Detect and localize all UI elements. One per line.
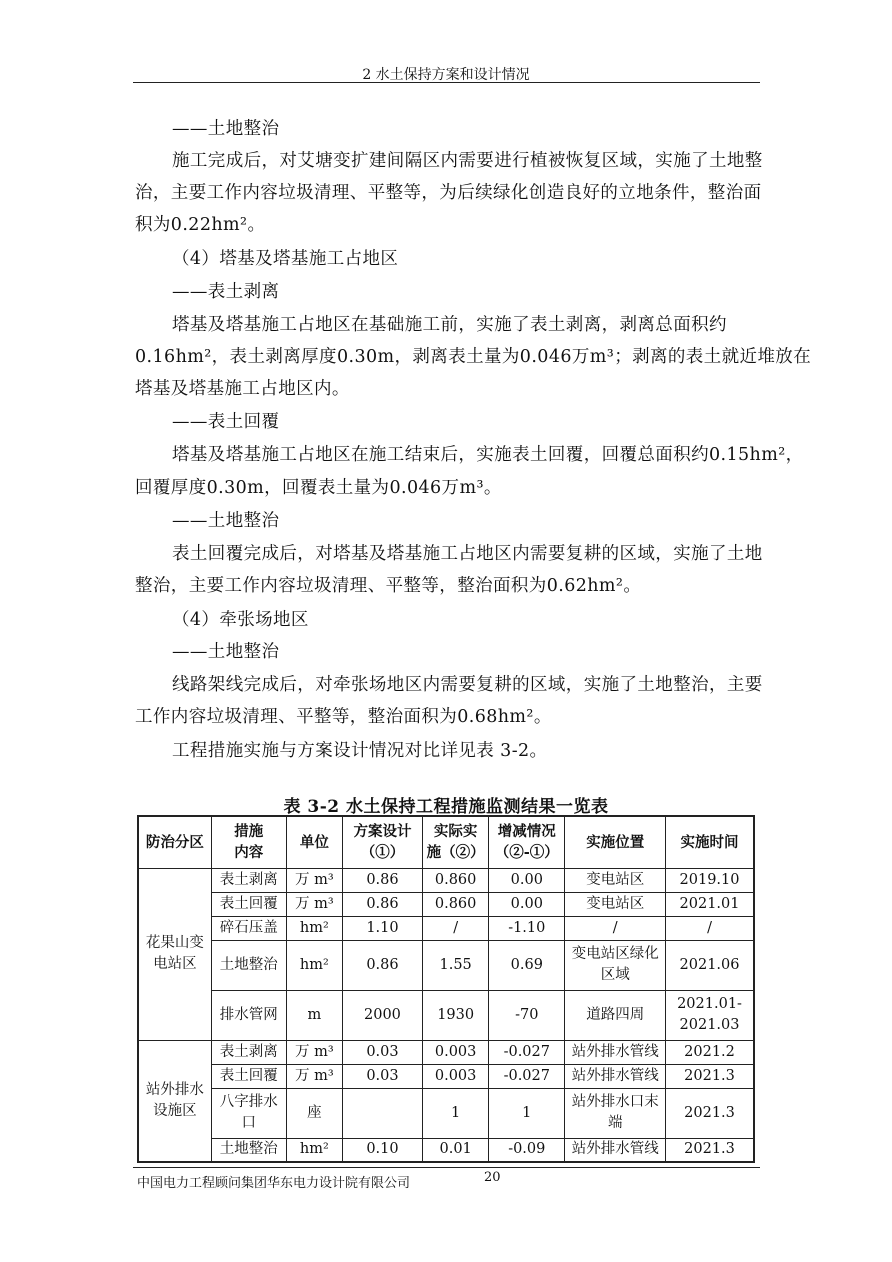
table-cell: 0.86: [342, 892, 422, 916]
paragraph-line: 工作内容垃圾清理、平整等，整治面积为0.68hm²。: [135, 707, 552, 727]
table-cell: 1: [423, 1088, 489, 1138]
table-cell: 表土回覆: [211, 892, 286, 916]
measures-table: [137, 815, 755, 1163]
table-cell: 变电站区: [565, 868, 666, 892]
table-cell: 站外排水口末 端: [565, 1088, 666, 1138]
paragraph-line: ——表土剥离: [172, 282, 280, 302]
table-cell: 0.86: [342, 868, 422, 892]
table-cell: 2021.3: [666, 1138, 754, 1162]
table-cell: 2021.01: [666, 892, 754, 916]
table-cell: 表土剥离: [211, 1040, 286, 1064]
table-cell: 万 m³: [286, 892, 342, 916]
table-cell: -0.027: [489, 1064, 565, 1088]
table-row: [138, 892, 754, 916]
table-cell: 0.860: [423, 892, 489, 916]
table-cell: 万 m³: [286, 1064, 342, 1088]
paragraph-line: 治，主要工作内容垃圾清理、平整等，为后续绿化创造良好的立地条件，整治面: [135, 183, 762, 203]
table-cell: 表土剥离: [211, 868, 286, 892]
table-cell: 2000: [342, 990, 422, 1040]
table-cell: 表土回覆: [211, 1064, 286, 1088]
table-caption: 表 3-2 水土保持工程措施监测结果一览表: [283, 797, 609, 817]
table-cell: 八字排水口: [211, 1088, 286, 1138]
table-body: [138, 868, 754, 1162]
table-cell: 1930: [423, 990, 489, 1040]
table-row: [138, 1040, 754, 1064]
table-cell: 站外排水管线: [565, 1138, 666, 1162]
table-cell: -70: [489, 990, 565, 1040]
paragraph-line: 工程措施实施与方案设计情况对比详见表 3-2。: [172, 741, 548, 761]
table-cell: 站外排水管线: [565, 1040, 666, 1064]
table-cell: /: [423, 916, 489, 940]
table-cell: 0.01: [423, 1138, 489, 1162]
header-cell: 实施位置: [565, 816, 666, 868]
table-cell: hm²: [286, 1138, 342, 1162]
paragraph-line: ——表土回覆: [172, 412, 280, 432]
table-cell: 座: [286, 1088, 342, 1138]
table-cell: 碎石压盖: [211, 916, 286, 940]
paragraph-line: 线路架线完成后，对牵张场地区内需要复耕的区域，实施了土地整治，主要: [172, 675, 763, 695]
table-cell: 土地整治: [211, 1138, 286, 1162]
table-row: [138, 990, 754, 1040]
table-cell: 0.003: [423, 1040, 489, 1064]
paragraph-line: 整治，主要工作内容垃圾清理、平整等，整治面积为0.62hm²。: [135, 576, 642, 596]
table-cell: 道路四周: [565, 990, 666, 1040]
table-row: [138, 868, 754, 892]
table-cell: -1.10: [489, 916, 565, 940]
paragraph-line: 塔基及塔基施工占地区在施工结束后，实施表土回覆，回覆总面积约0.15hm²，: [172, 445, 804, 465]
table-cell: 0.10: [342, 1138, 422, 1162]
table-cell: 0.860: [423, 868, 489, 892]
table-cell: 土地整治: [211, 940, 286, 990]
table-row: [138, 1138, 754, 1162]
paragraph-line: ——土地整治: [172, 511, 280, 531]
footer-divider: [133, 1167, 760, 1168]
header-cell: 方案设计 （①）: [342, 816, 422, 868]
table-cell: 1.55: [423, 940, 489, 990]
paragraph-line: 塔基及塔基施工占地区在基础施工前，实施了表土剥离，剥离总面积约: [172, 315, 727, 335]
paragraph-line: 回覆厚度0.30m，回覆表土量为0.046万m³。: [135, 478, 502, 498]
table-cell: 万 m³: [286, 868, 342, 892]
table-cell: 0.00: [489, 868, 565, 892]
table-cell: 2021.3: [666, 1088, 754, 1138]
table-cell: 2021.3: [666, 1064, 754, 1088]
header-divider: [133, 82, 760, 83]
table-cell: 变电站区绿化 区域: [565, 940, 666, 990]
header-cell: 措施 内容: [211, 816, 286, 868]
table-cell: 1.10: [342, 916, 422, 940]
table-row: [138, 1088, 754, 1138]
table-row: [138, 1064, 754, 1088]
paragraph-line: ——土地整治: [172, 642, 280, 662]
table-cell: 1: [489, 1088, 565, 1138]
table-cell: 0.003: [423, 1064, 489, 1088]
table-cell: /: [666, 916, 754, 940]
header-cell: 增减情况 （②-①）: [489, 816, 565, 868]
paragraph-line: 表土回覆完成后，对塔基及塔基施工占地区内需要复耕的区域，实施了土地: [172, 544, 763, 564]
table-cell: -0.027: [489, 1040, 565, 1064]
table-cell: [342, 1088, 422, 1138]
table-cell: 站外排水管线: [565, 1064, 666, 1088]
zone-cell: 花果山变 电站区: [138, 868, 211, 1040]
page-number: 20: [484, 1170, 501, 1185]
section-heading: （4）塔基及塔基施工占地区: [172, 249, 399, 269]
paragraph-line: 塔基及塔基施工占地区内。: [135, 379, 350, 399]
footer-company: 中国电力工程顾问集团华东电力设计院有限公司: [137, 1176, 411, 1191]
table-cell: m: [286, 990, 342, 1040]
table-row: [138, 940, 754, 990]
paragraph-line: 积为0.22hm²。: [135, 215, 266, 235]
table-header-row: [138, 816, 754, 868]
header-cell: 单位: [286, 816, 342, 868]
paragraph-line: 0.16hm²，表土剥离厚度0.30m，剥离表土量为0.046万m³；剥离的表土就近堆放在: [135, 347, 812, 367]
table-cell: 0.69: [489, 940, 565, 990]
table-cell: 0.03: [342, 1064, 422, 1088]
header-cell: 实际实 施（②）: [423, 816, 489, 868]
table-cell: 排水管网: [211, 990, 286, 1040]
table-cell: 2021.06: [666, 940, 754, 990]
table-cell: 0.03: [342, 1040, 422, 1064]
table-cell: 0.86: [342, 940, 422, 990]
header-cell: 实施时间: [666, 816, 754, 868]
table-cell: -0.09: [489, 1138, 565, 1162]
paragraph-line: 施工完成后，对艾塘变扩建间隔区内需要进行植被恢复区域，实施了土地整: [172, 151, 763, 171]
table-cell: hm²: [286, 916, 342, 940]
paragraph-line: ——土地整治: [172, 119, 280, 139]
table-cell: 0.00: [489, 892, 565, 916]
table-cell: hm²: [286, 940, 342, 990]
table-cell: 2021.01- 2021.03: [666, 990, 754, 1040]
zone-cell: 站外排水 设施区: [138, 1040, 211, 1162]
table-row: [138, 916, 754, 940]
table-cell: /: [565, 916, 666, 940]
table-cell: 变电站区: [565, 892, 666, 916]
table-cell: 2021.2: [666, 1040, 754, 1064]
header-cell: 防治分区: [138, 816, 211, 868]
section-heading: （4）牵张场地区: [172, 610, 309, 630]
table-cell: 2019.10: [666, 868, 754, 892]
header-title: 2 水土保持方案和设计情况: [362, 67, 530, 83]
table-cell: 万 m³: [286, 1040, 342, 1064]
